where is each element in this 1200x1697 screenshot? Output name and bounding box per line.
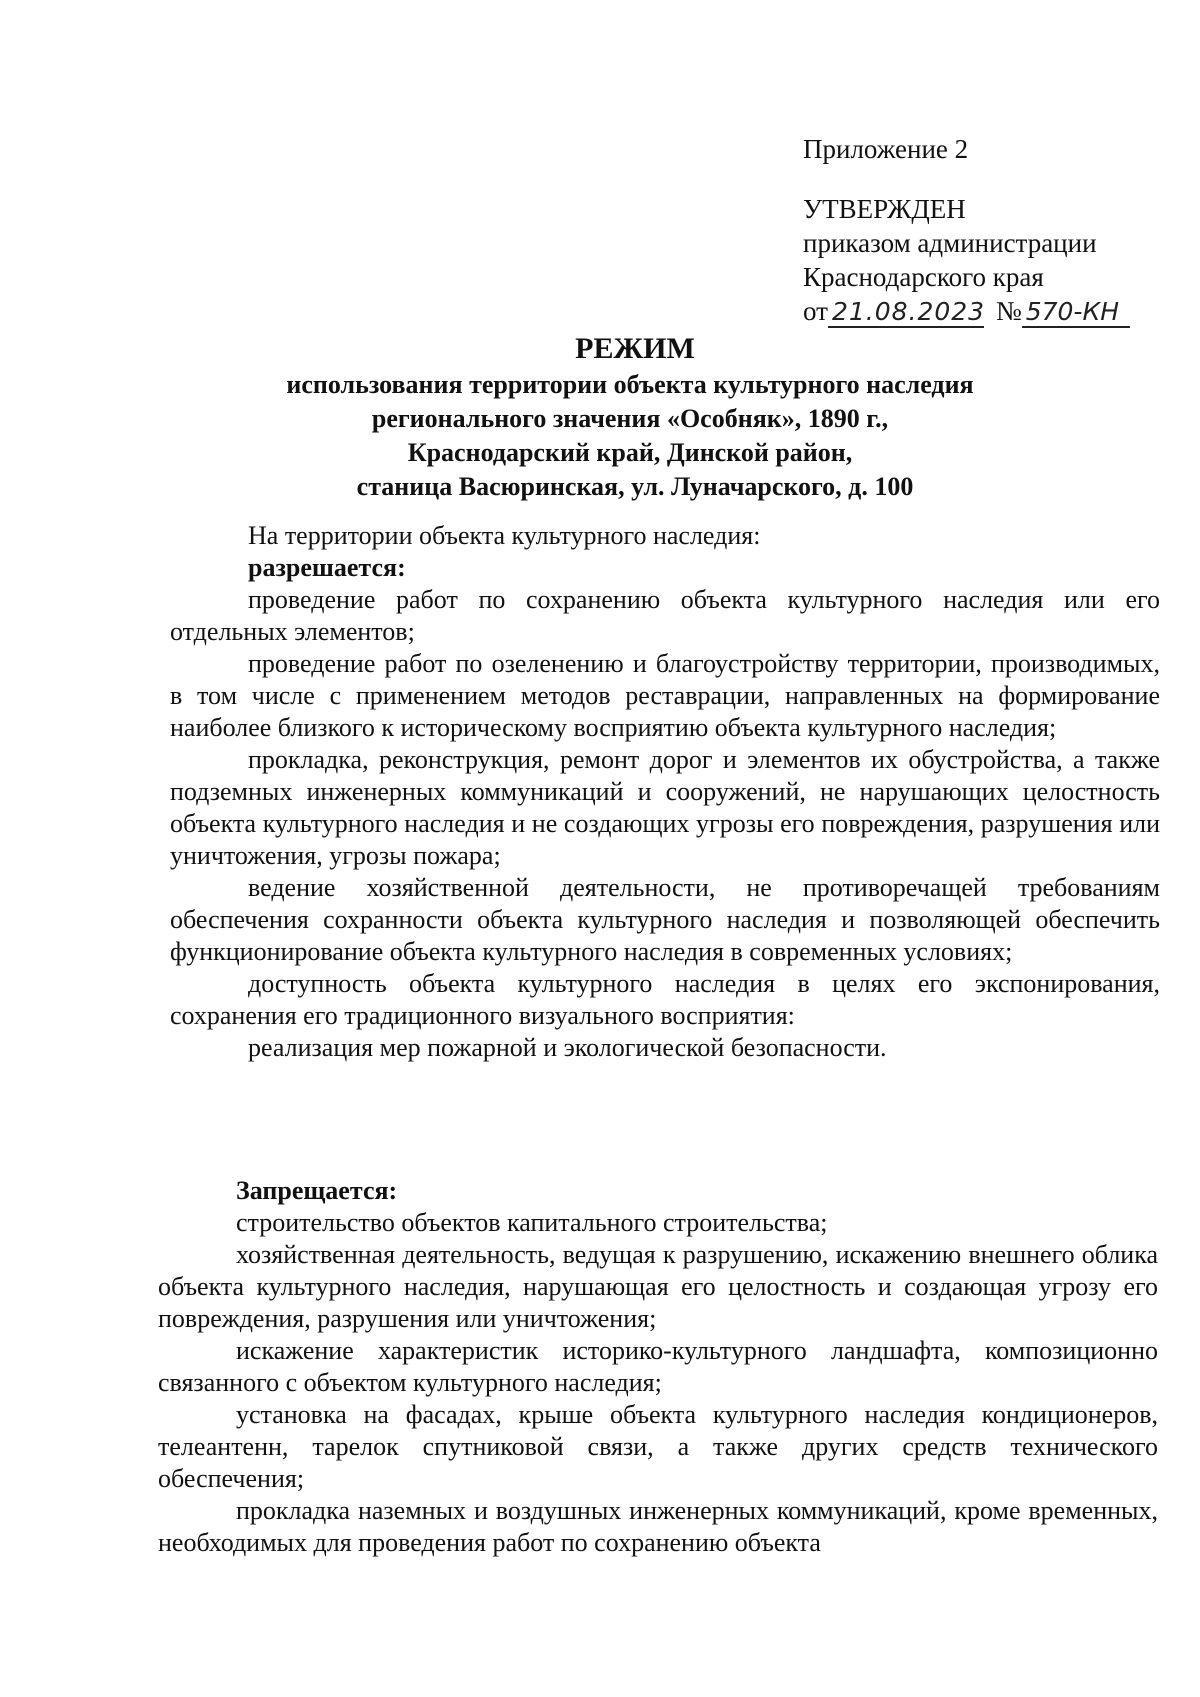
document-title-block — [0, 330, 1200, 504]
forbidden-heading: Запрещается: — [236, 1176, 398, 1205]
allowed-intro: На территории объекта культурного наследия: — [248, 521, 761, 550]
forbidden-item: строительство объектов капитального строительства; — [236, 1208, 828, 1237]
title-line: использования территории объекта культурного наследия — [286, 370, 974, 399]
handwritten-order-number: 570-КН — [1022, 298, 1130, 328]
approved-label: УТВЕРЖДЕН — [803, 194, 966, 224]
allowed-section — [170, 520, 1160, 1064]
forbidden-item: хозяйственная деятельность, ведущая к разрушению, искажению внешнего облика объекта культурного наследия, нарушающая его целостность и создающая угрозу его повреждения, разрушения или уничтожения; — [158, 1240, 1158, 1333]
approved-region: Краснодарского края — [803, 262, 1044, 292]
appendix-label: Приложение 2 — [803, 134, 969, 164]
approved-by-order: приказом администрации — [803, 228, 1097, 258]
document-title: РЕЖИМ — [575, 332, 695, 365]
title-line: станица Васюринская, ул. Луначарского, д. 100 — [356, 472, 914, 501]
allowed-item: прокладка, реконструкция, ремонт дорог и элементов их обустройства, а также подземных инженерных коммуникаций и сооружений, не нарушающих целостность объекта культурного наследия и не создающих угрозы его повреждения, разрушения или уничтожения, угрозы пожара; — [170, 745, 1160, 870]
allowed-item: доступность объекта культурного наследия в целях его экспонирования, сохранения его традиционного визуального восприятия: — [170, 969, 1160, 1030]
allowed-heading: разрешается: — [248, 553, 406, 582]
forbidden-item: искажение характеристик историко-культурного ландшафта, композиционно связанного с объектом культурного наследия; — [158, 1336, 1158, 1397]
allowed-item: ведение хозяйственной деятельности, не противоречащей требованиям обеспечения сохранности объекта культурного наследия и позволяющей обеспечить функционирование объекта культурного наследия в современных условиях; — [170, 873, 1160, 966]
number-sign: № — [995, 296, 1022, 326]
title-line: Краснодарский край, Динской район, — [407, 438, 853, 467]
allowed-item: реализация мер пожарной и экологической безопасности. — [248, 1033, 887, 1062]
approval-stamp-block — [803, 132, 1130, 328]
allowed-item: проведение работ по сохранению объекта культурного наследия или его отдельных элементов; — [170, 585, 1160, 646]
order-date-number-row — [803, 294, 1130, 328]
handwritten-date: 21.08.2023 — [828, 298, 984, 328]
forbidden-section — [158, 1175, 1158, 1559]
title-line: регионального значения «Особняк», 1890 г., — [371, 404, 889, 433]
forbidden-item: установка на фасадах, крыше объекта культурного наследия кондиционеров, телеантенн, тарелок спутниковой связи, а также других средств технического обеспечения; — [158, 1400, 1158, 1493]
allowed-item: проведение работ по озеленению и благоустройству территории, производимых, в том числе с применением методов реставрации, направленных на формирование наиболее близкого к историческому восприятию объекта культурного наследия; — [170, 649, 1160, 742]
date-prefix: от — [803, 296, 828, 326]
forbidden-item: прокладка наземных и воздушных инженерных коммуникаций, кроме временных, необходимых для проведения работ по сохранению объекта — [158, 1496, 1158, 1557]
